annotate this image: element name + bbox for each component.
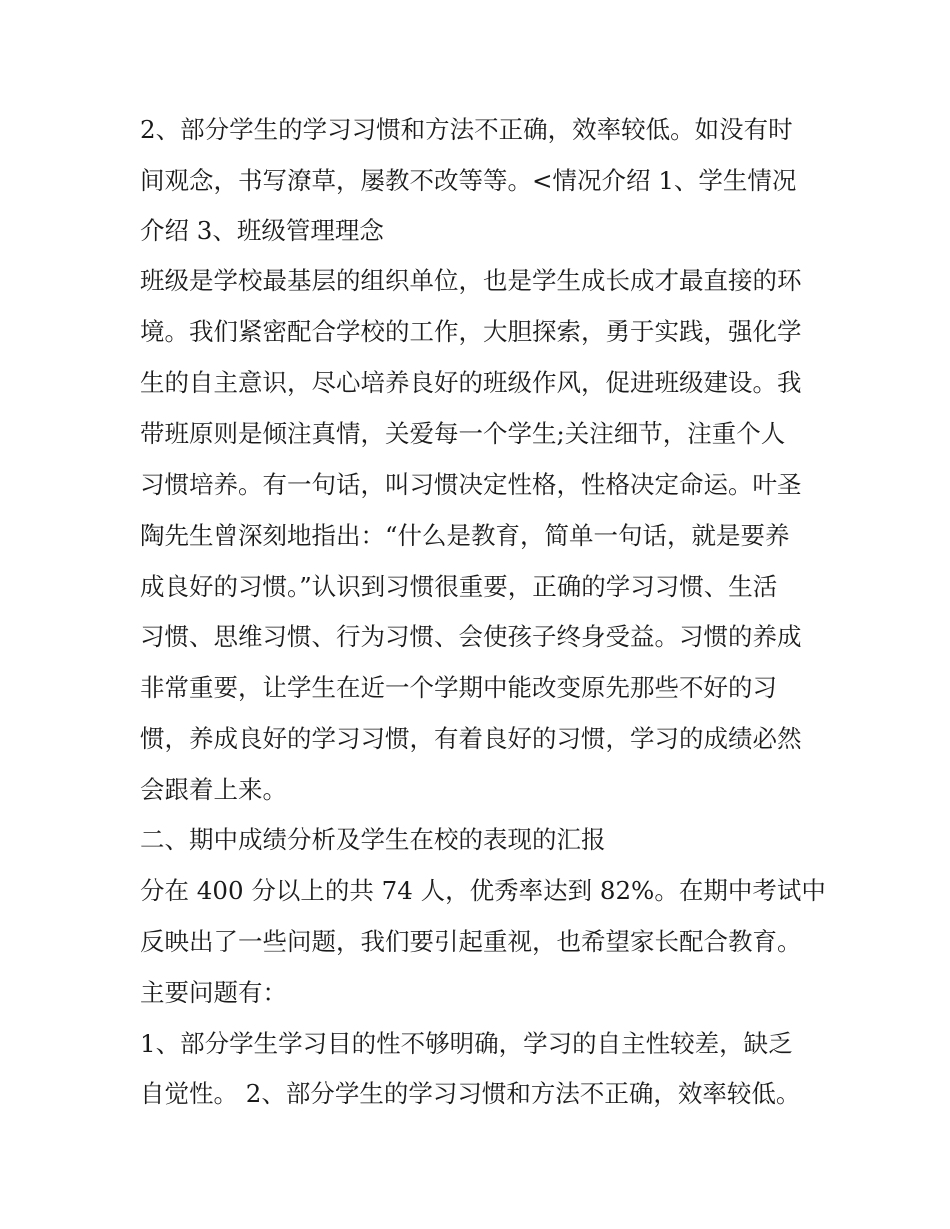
text-line: 习惯培养。有一句话，叫习惯决定性格，性格决定命运。叶圣	[140, 470, 802, 499]
text-line: 成良好的习惯。”认识到习惯很重要，正确的学习习惯、生活	[140, 572, 778, 601]
text-line: 非常重要，让学生在近一个学期中能改变原先那些不好的习	[140, 673, 777, 702]
text-line: 境。我们紧密配合学校的工作，大胆探索，勇于实践，强化学	[140, 317, 802, 346]
text-line: 会跟着上来。	[140, 775, 287, 804]
text-line: 分在 400 分以上的共 74 人，优秀率达到 82%。在期中考试中	[140, 876, 826, 905]
text-line: 反映出了一些问题，我们要引起重视，也希望家长配合教育。	[140, 927, 802, 956]
text-line: 惯，养成良好的学习习惯，有着良好的习惯，学习的成绩必然	[140, 724, 802, 753]
text-line: 习惯、思维习惯、行为习惯、会使孩子终身受益。习惯的养成	[140, 622, 802, 651]
text-line: 带班原则是倾注真情，关爱每一个学生;关注细节，注重个人	[140, 419, 786, 448]
text-line: 间观念，书写潦草，屡教不改等等。<情况介绍 1、学生情况	[140, 166, 797, 195]
text-line: 介绍 3、班级管理理念	[140, 216, 384, 245]
text-line: 主要问题有：	[140, 978, 287, 1007]
text-line: 生的自主意识，尽心培养良好的班级作风，促进班级建设。我	[140, 368, 802, 397]
text-line: 2、部分学生的学习习惯和方法不正确，效率较低。如没有时	[140, 115, 793, 144]
text-line: 自觉性。 2、部分学生的学习习惯和方法不正确，效率较低。	[140, 1079, 801, 1108]
text-line: 陶先生曾深刻地指出：“什么是教育，简单一句话，就是要养	[140, 521, 790, 550]
text-line: 1、部分学生学习目的性不够明确，学习的自主性较差，缺乏	[140, 1029, 793, 1058]
section-heading: 二、期中成绩分析及学生在校的表现的汇报	[140, 825, 606, 854]
text-line: 班级是学校最基层的组织单位，也是学生成长成才最直接的环	[140, 266, 802, 295]
